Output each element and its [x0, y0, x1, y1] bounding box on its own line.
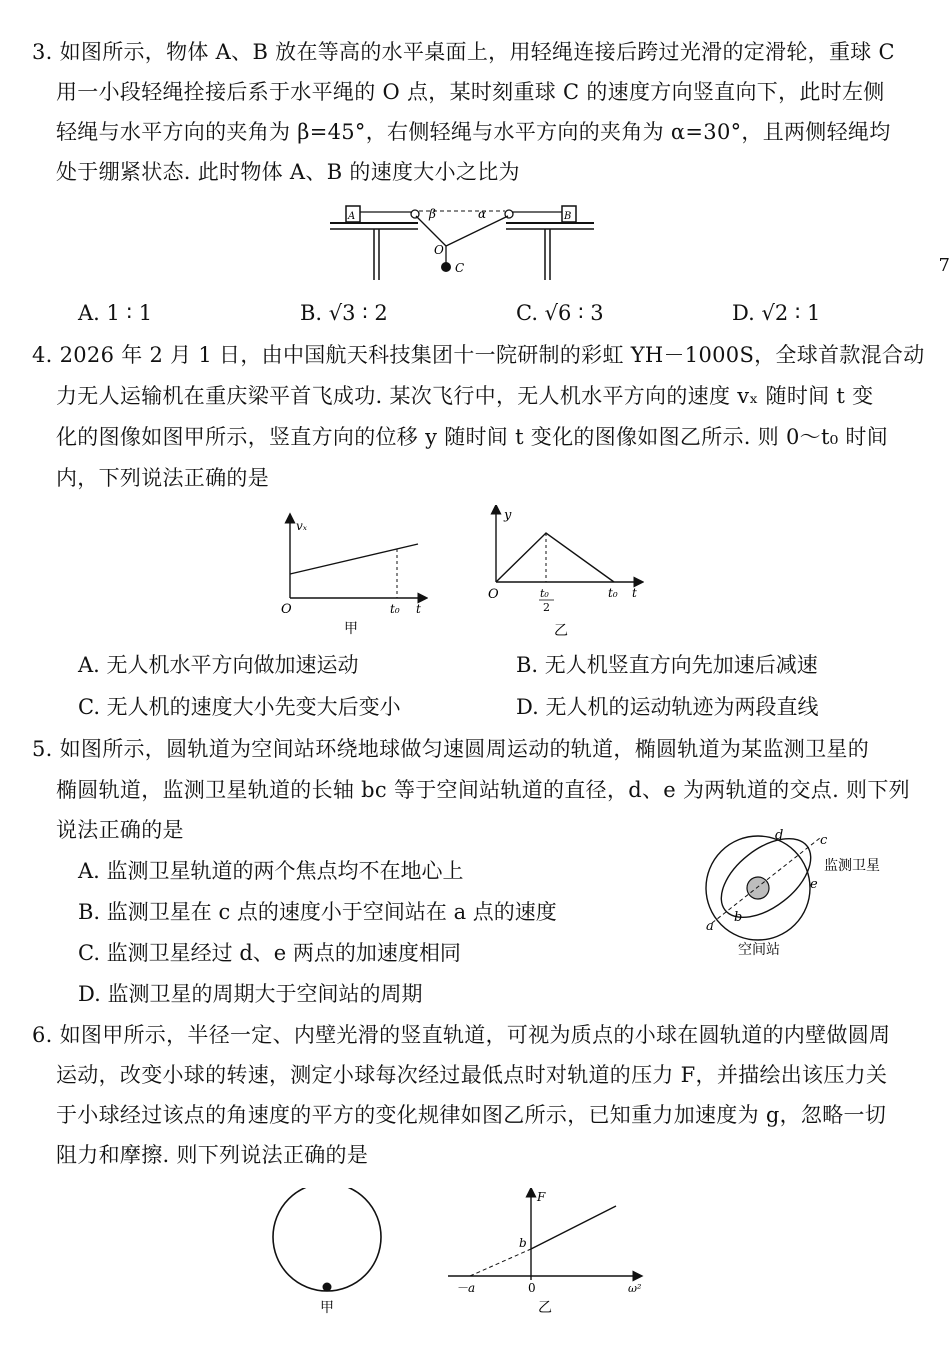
q6-line-1: 6. 如图甲所示，半径一定、内壁光滑的竖直轨道，可视为质点的小球在圆轨道的内壁做圆周: [32, 1023, 891, 1047]
svg-text:O: O: [488, 587, 499, 602]
earth-icon: [747, 877, 769, 899]
q6-line-3: 于小球经过该点的角速度的平方的变化规律如图乙所示，已知重力加速度为 g，忽略一切: [56, 1103, 887, 1127]
q5-option-c[interactable]: C. 监测卫星经过 d、e 两点的加速度相同: [78, 941, 461, 965]
ball-c: [441, 262, 451, 272]
svg-text:t₀: t₀: [608, 586, 618, 600]
q3-pulley-figure: [328, 198, 598, 284]
q6-line-4: 阻力和摩擦. 则下列说法正确的是: [56, 1143, 369, 1167]
q6-f-omega-graph: [442, 1188, 652, 1318]
q4-line-1: 4. 2026 年 2 月 1 日，由中国航天科技集团十一院研制的彩虹 YH－1000S，全球首款混合动: [32, 343, 925, 367]
ball: [323, 1283, 332, 1292]
svg-text:O: O: [434, 243, 444, 257]
left-pulley: [411, 210, 419, 218]
side-mark: 7: [938, 255, 950, 276]
svg-text:O: O: [281, 602, 292, 617]
q4-line-2: 力无人运输机在重庆梁平首飞成功. 某次飞行中，无人机水平方向的速度 vₓ 随时间 t 变: [56, 384, 874, 408]
svg-text:b: b: [734, 910, 743, 925]
svg-text:c: c: [820, 833, 828, 848]
q3-line-2: 用一小段轻绳拴接后系于水平绳的 O 点，某时刻重球 C 的速度方向竖直向下，此时左侧: [56, 80, 885, 104]
svg-text:甲: 甲: [344, 621, 358, 637]
q5-option-b[interactable]: B. 监测卫星在 c 点的速度小于空间站在 a 点的速度: [78, 900, 557, 924]
q3-line-4: 处于绷紧状态. 此时物体 A、B 的速度大小之比为: [56, 160, 520, 184]
q3-option-b[interactable]: B. √3 ∶ 2: [300, 301, 388, 325]
svg-text:d: d: [775, 828, 784, 843]
svg-text:A: A: [348, 211, 356, 222]
track-circle: [273, 1188, 381, 1291]
svg-text:B: B: [564, 211, 572, 222]
q3-option-d[interactable]: D. √2 ∶ 1: [732, 301, 821, 325]
svg-text:乙: 乙: [538, 1300, 552, 1316]
svg-text:t₀: t₀: [390, 602, 400, 616]
q5-orbit-figure: [698, 826, 888, 962]
svg-text:t: t: [632, 586, 637, 600]
svg-text:y: y: [504, 508, 512, 523]
q4-option-a[interactable]: A. 无人机水平方向做加速运动: [78, 653, 359, 677]
q4-option-c[interactable]: C. 无人机的速度大小先变大后变小: [78, 695, 401, 719]
svg-text:e: e: [810, 877, 818, 892]
q3-line-3: 轻绳与水平方向的夹角为 β=45°，右侧轻绳与水平方向的夹角为 α=30°，且两侧轻绳均: [56, 120, 891, 144]
svg-text:空间站: 空间站: [738, 942, 780, 958]
svg-text:t₀: t₀: [540, 587, 549, 600]
q5-line-1: 5. 如图所示，圆轨道为空间站环绕地球做匀速圆周运动的轨道，椭圆轨道为某监测卫星的: [32, 737, 870, 761]
q6-circular-track: [268, 1188, 388, 1318]
svg-text:t: t: [416, 602, 421, 616]
svg-text:ω²: ω²: [628, 1282, 642, 1295]
q4-option-b[interactable]: B. 无人机竖直方向先加速后减速: [516, 653, 818, 677]
q5-option-a[interactable]: A. 监测卫星轨道的两个焦点均不在地心上: [78, 859, 464, 883]
svg-text:b: b: [519, 1236, 527, 1250]
svg-text:乙: 乙: [554, 623, 568, 639]
q5-line-3: 说法正确的是: [56, 818, 184, 842]
q4-option-d[interactable]: D. 无人机的运动轨迹为两段直线: [516, 695, 819, 719]
q3-line-1: 3. 如图所示，物体 A、B 放在等高的水平桌面上，用轻绳连接后跨过光滑的定滑轮，重球 C: [32, 40, 895, 64]
q4-line-3: 化的图像如图甲所示，竖直方向的位移 y 随时间 t 变化的图像如图乙所示. 则 0～t₀ 时间: [56, 425, 889, 449]
q5-line-2: 椭圆轨道，监测卫星轨道的长轴 bc 等于空间站轨道的直径，d、e 为两轨道的交点. 则下列: [56, 778, 910, 802]
svg-text:2: 2: [543, 601, 550, 614]
q6-line-2: 运动，改变小球的转速，测定小球每次经过最低点时对轨道的压力 F，并描绘出该压力关: [56, 1063, 888, 1087]
q4-y-t-graph: [484, 505, 644, 643]
q4-line-4: 内，下列说法正确的是: [56, 466, 269, 490]
satellite-orbit: [707, 826, 825, 933]
svg-text:a: a: [706, 919, 714, 934]
svg-text:0: 0: [528, 1281, 536, 1295]
q3-option-a[interactable]: A. 1 ∶ 1: [78, 301, 153, 325]
svg-text:vₓ: vₓ: [296, 519, 308, 533]
q5-option-d[interactable]: D. 监测卫星的周期大于空间站的周期: [78, 982, 423, 1006]
svg-text:监测卫星: 监测卫星: [824, 858, 880, 874]
svg-text:β: β: [429, 207, 436, 221]
svg-text:C: C: [455, 261, 465, 275]
q4-vx-t-graph: [278, 512, 428, 642]
q3-option-c[interactable]: C. √6 ∶ 3: [516, 301, 604, 325]
svg-text:F: F: [537, 1190, 546, 1204]
svg-text:－a: －a: [456, 1281, 476, 1295]
svg-text:甲: 甲: [320, 1300, 334, 1316]
svg-text:α: α: [478, 207, 487, 221]
